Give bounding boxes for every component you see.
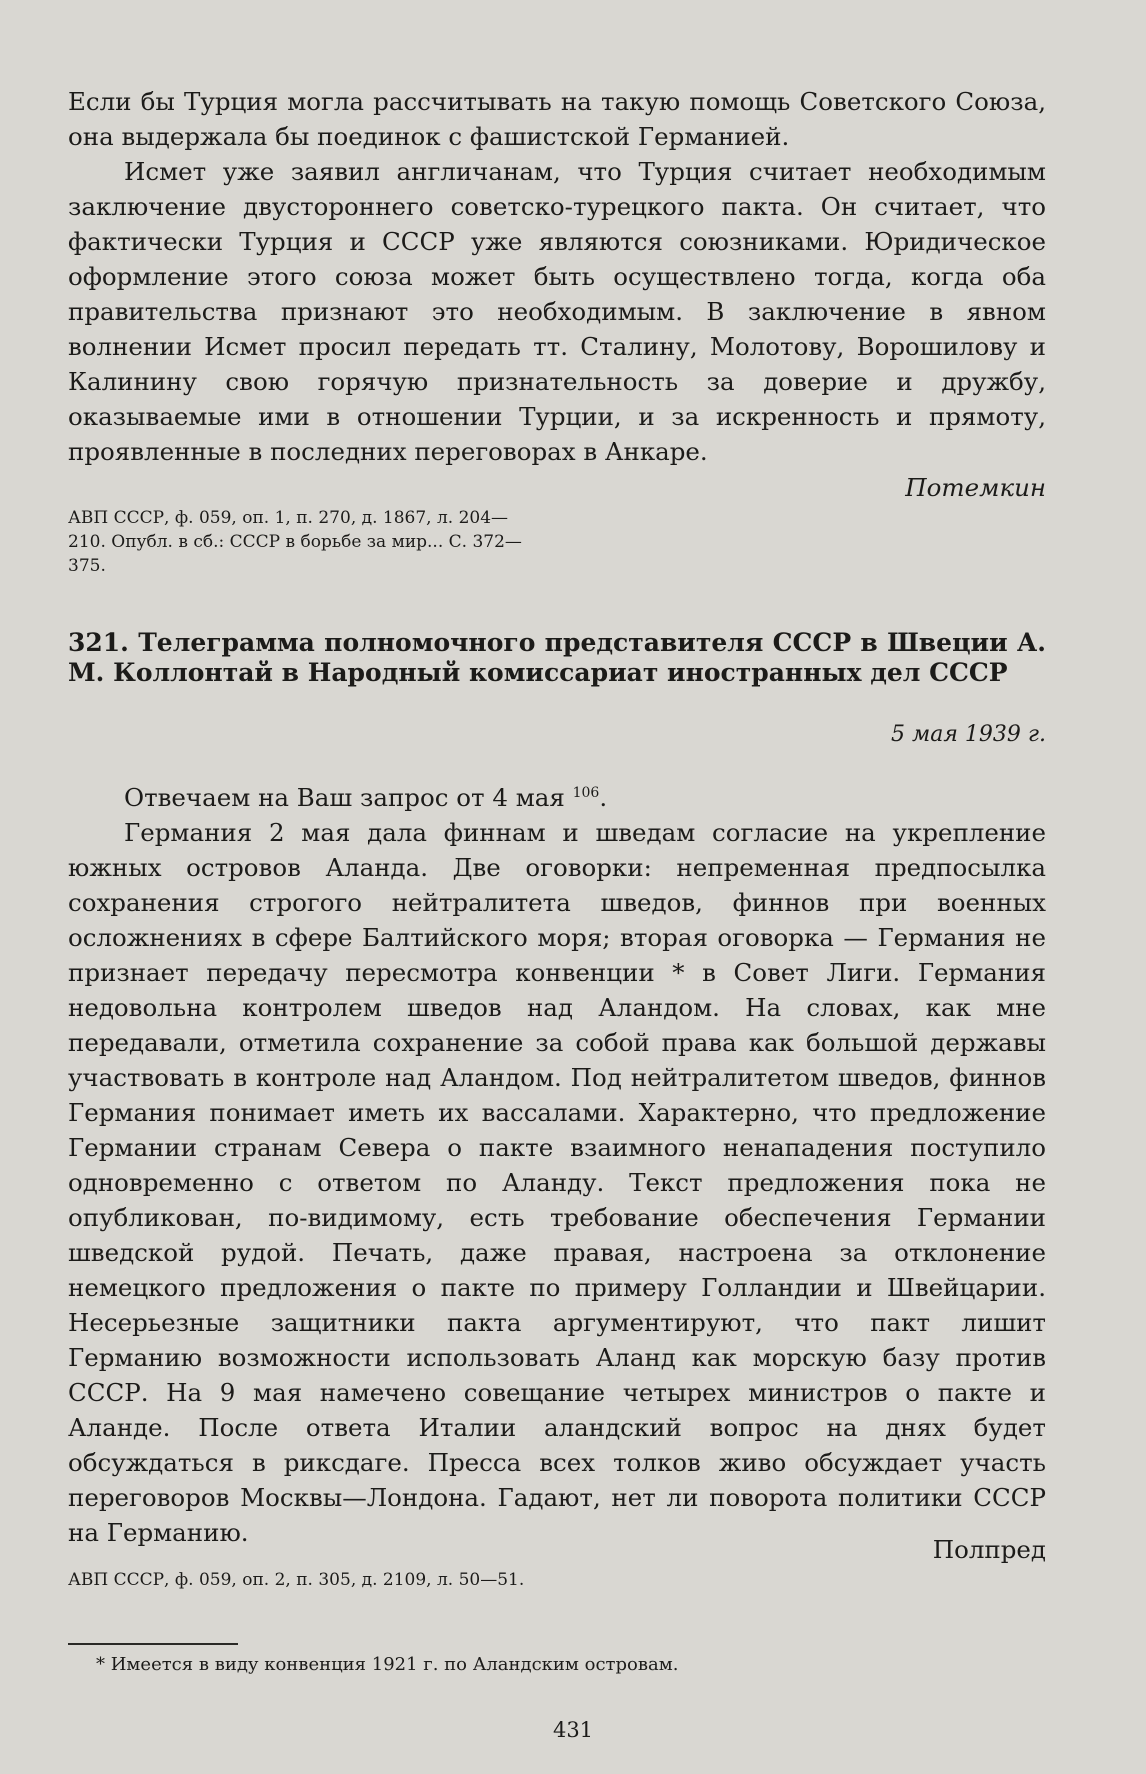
document-body: [68, 780, 1046, 1550]
paragraph: Исмет уже заявил англичанам, что Турция считает необходимым заключение двустороннего советско-турецкого пакта. Он считает, что фактически Турция и СССР уже являются союзниками. Юридическое оформление этого союза может быть осуществлено тогда, когда оба правительства признают это необходимым. В заключение в явном волнении Исмет просил передать тт. Сталину, Молотову, Ворошилову и Калинину свою горячую признательность за доверие и дружбу, оказываемые ими в отношении Турции, и за искренность и прямоту, проявленные в последних переговорах в Анкаре.: [68, 157, 1046, 466]
intro-paragraph: [68, 780, 1046, 815]
paragraph: Если бы Турция могла рассчитывать на такую помощь Советского Союза, она выдержала бы поединок с фашистской Германией.: [68, 87, 1046, 151]
signature-polpred: Полпред: [932, 1535, 1046, 1564]
document-heading: [68, 628, 1046, 688]
intro-text: Отвечаем на Ваш запрос от 4 мая: [124, 783, 565, 812]
intro-end: .: [599, 783, 608, 812]
document-number: 321.: [68, 628, 129, 657]
document-date: 5 мая 1939 г.: [891, 722, 1046, 747]
footnote-rule: [68, 1643, 238, 1645]
page-number: 431: [552, 1718, 594, 1742]
document-title: Телеграмма полномочного представителя СССР в Швеции А. М. Коллонтай в Народный комиссариат иностранных дел СССР: [68, 628, 1046, 687]
paragraph: Германия 2 мая дала финнам и шведам согласие на укрепление южных островов Аланда. Две оговорки: непременная предпосылка сохранения строгого нейтралитета шведов, финнов при военных осложнениях в сфере Балтийского моря; вторая оговорка — Германия не признает передачу пересмотра конвенции * в Совет Лиги. Германия недовольна контролем шведов над Аландом. На словах, как мне передавали, отметила сохранение за собой права как большой державы участвовать в контроле над Аландом. Под нейтралитетом шведов, финнов Германия понимает иметь их вассалами. Характерно, что предложение Германии странам Севера о пакте взаимного ненападения поступило одновременно с ответом по Аланду. Текст предложения пока не опубликован, по-видимому, есть требование обеспечения Германии шведской рудой. Печать, даже правая, настроена за отклонение немецкого предложения о пакте по примеру Голландии и Швейцарии. Несерьезные защитники пакта аргументируют, что пакт лишит Германию возможности использовать Аланд как морскую базу против СССР. На 9 мая намечено совещание четырех министров о пакте и Аланде. После ответа Италии аландский вопрос на днях будет обсуждаться в риксдаге. Пресса всех толков живо обсуждает участь переговоров Москвы—Лондона. Гадают, нет ли поворота политики СССР на Германию.: [68, 818, 1046, 1547]
prev-document-text: [68, 84, 1046, 469]
footnote: * Имеется в виду конвенция 1921 г. по Аландским островам.: [96, 1654, 679, 1675]
archive-reference: АВП СССР, ф. 059, оп. 2, п. 305, д. 2109, л. 50—51.: [68, 1570, 525, 1590]
archive-reference: АВП СССР, ф. 059, оп. 1, п. 270, д. 1867, л. 204—210. Опубл. в сб.: СССР в борьбе за мир... С. 372—375.: [68, 508, 522, 576]
endnote-reference: 106: [572, 784, 600, 801]
signature-potemkin: Потемкин: [905, 473, 1046, 502]
